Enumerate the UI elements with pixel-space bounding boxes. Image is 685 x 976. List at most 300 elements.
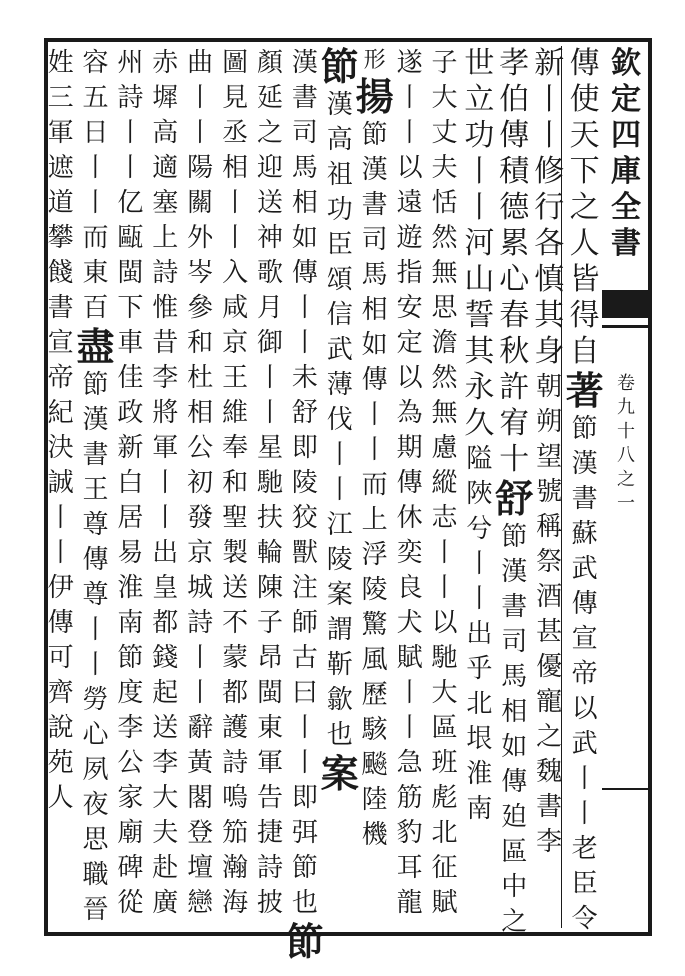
glyph: 志 (431, 503, 458, 533)
glyph: 決 (47, 433, 74, 463)
glyph: 優 (536, 652, 563, 682)
glyph: 傳 (47, 608, 74, 638)
glyph: 扶 (256, 503, 283, 533)
glyph: 京 (187, 538, 214, 568)
glyph: 如 (501, 732, 528, 762)
glyph: 丨 (256, 398, 283, 428)
glyph: 海 (222, 888, 249, 918)
glyph: 十 (499, 442, 530, 477)
glyph: 披 (256, 888, 283, 918)
glyph: 宣 (571, 624, 598, 654)
glyph: 歙 (326, 685, 353, 715)
glyph: 急 (396, 748, 423, 778)
glyph: 延 (256, 83, 283, 113)
glyph: 夫 (431, 153, 458, 183)
glyph: 如 (361, 330, 388, 360)
glyph: 其 (534, 298, 565, 333)
glyph: 陵 (326, 545, 353, 575)
glyph: 丨 (361, 400, 388, 430)
glyph: 全 (611, 190, 641, 225)
glyph: 傳 (569, 46, 600, 81)
glyph: 以 (396, 363, 423, 393)
glyph: 自 (569, 334, 600, 369)
glyph: 丨 (396, 678, 423, 708)
glyph: 丨 (222, 188, 249, 218)
glyph: 宣 (47, 328, 74, 358)
glyph: 戀 (187, 888, 214, 918)
glyph: 淮 (117, 573, 144, 603)
glyph: 河 (464, 226, 495, 261)
glyph: 見 (222, 83, 249, 113)
glyph: 州 (117, 48, 144, 78)
glyph: 即 (291, 783, 318, 813)
glyph: 東 (82, 258, 109, 288)
glyph: 飈 (361, 750, 388, 780)
glyph: 閩 (117, 258, 144, 288)
glyph: 遠 (396, 188, 423, 218)
glyph: 軍 (256, 748, 283, 778)
glyph: 發 (187, 503, 214, 533)
glyph: 大 (431, 83, 458, 113)
glyph: 杜 (187, 363, 214, 393)
glyph: 詩 (117, 83, 144, 113)
glyph: 車 (117, 328, 144, 358)
glyph: 餞 (47, 258, 74, 288)
glyph: 詩 (152, 258, 179, 288)
glyph: 甚 (536, 617, 563, 647)
glyph: 馳 (431, 643, 458, 673)
glyph: 司 (361, 225, 388, 255)
glyph: 漢 (501, 557, 528, 587)
glyph: 新 (534, 46, 565, 81)
glyph: 錢 (152, 643, 179, 673)
glyph: 度 (117, 678, 144, 708)
glyph: 丨 (464, 154, 495, 189)
glyph: 隘 (466, 444, 493, 474)
glyph: 軍 (152, 433, 179, 463)
glyph: 道 (47, 188, 74, 218)
glyph: 城 (187, 573, 214, 603)
glyph: 丨 (396, 118, 423, 148)
glyph: 舒 (495, 476, 534, 521)
glyph: 世 (464, 46, 495, 81)
glyph: 帝 (47, 363, 74, 393)
glyph: 白 (117, 468, 144, 498)
glyph: 節 (571, 414, 598, 444)
glyph: 風 (361, 645, 388, 675)
glyph: 適 (152, 153, 179, 183)
glyph: 九 (617, 397, 635, 418)
glyph: 相 (361, 295, 388, 325)
glyph: 東 (256, 713, 283, 743)
glyph: 李 (152, 363, 179, 393)
glyph: 古 (291, 643, 318, 673)
glyph: 漢 (291, 48, 318, 78)
glyph: 區 (431, 713, 458, 743)
glyph: 班 (431, 748, 458, 778)
glyph: 傳 (501, 767, 528, 797)
glyph: 不 (222, 608, 249, 638)
glyph: 誓 (464, 298, 495, 333)
glyph: 公 (187, 433, 214, 463)
glyph: 廣 (152, 888, 179, 918)
glyph: 武 (571, 554, 598, 584)
glyph: 漢 (361, 155, 388, 185)
glyph: 碑 (117, 853, 144, 883)
glyph: 馬 (501, 662, 528, 692)
glyph: 廟 (117, 818, 144, 848)
glyph: 丨 (291, 713, 318, 743)
glyph: 皆 (569, 262, 600, 297)
glyph: 丨 (82, 188, 109, 218)
glyph: 維 (222, 398, 249, 428)
glyph: 四 (611, 118, 641, 153)
glyph: 豹 (396, 818, 423, 848)
glyph: 思 (431, 293, 458, 323)
glyph: 欽 (611, 46, 641, 81)
glyph: 伯 (499, 82, 530, 117)
glyph: 李 (152, 748, 179, 778)
glyph: 姓 (47, 48, 74, 78)
glyph: 北 (431, 818, 458, 848)
glyph: 賦 (396, 643, 423, 673)
glyph: 定 (611, 82, 641, 117)
glyph: 立 (464, 82, 495, 117)
glyph: 行 (534, 190, 565, 225)
glyph: 酒 (536, 582, 563, 612)
glyph: 丨 (222, 223, 249, 253)
glyph: 歌 (256, 258, 283, 288)
glyph: 陜 (466, 479, 493, 509)
glyph: 百 (82, 293, 109, 323)
glyph: 居 (117, 503, 144, 533)
glyph: 人 (569, 226, 600, 261)
glyph: 岑 (187, 258, 214, 288)
glyph: 可 (47, 643, 74, 673)
glyph: 皇 (152, 573, 179, 603)
glyph: 關 (187, 188, 214, 218)
glyph: 伐 (326, 405, 353, 435)
glyph: 人 (47, 783, 74, 813)
glyph: 和 (187, 328, 214, 358)
glyph: 寵 (536, 687, 563, 717)
glyph: 望 (536, 442, 563, 472)
glyph: 思 (82, 825, 109, 855)
glyph: 丨 (291, 328, 318, 358)
glyph: 功 (464, 118, 495, 153)
glyph: 閣 (187, 783, 214, 813)
glyph: 遂 (396, 48, 423, 78)
glyph: 以 (431, 608, 458, 638)
glyph: 勞 (82, 685, 109, 715)
glyph: 輪 (256, 538, 283, 568)
glyph: 陵 (361, 575, 388, 605)
glyph: 筋 (396, 783, 423, 813)
glyph: 丨 (152, 468, 179, 498)
glyph: 丨 (82, 615, 109, 645)
glyph: 南 (466, 794, 493, 824)
glyph: 馳 (256, 468, 283, 498)
glyph: 令 (571, 904, 598, 934)
glyph: 即 (291, 433, 318, 463)
glyph: 遊 (396, 223, 423, 253)
glyph: 春 (499, 298, 530, 333)
glyph: 朝 (536, 372, 563, 402)
glyph: 捷 (256, 818, 283, 848)
glyph: 夙 (82, 755, 109, 785)
glyph: 參 (187, 293, 214, 323)
glyph: 丈 (431, 118, 458, 148)
glyph: 之 (536, 722, 563, 752)
glyph: 慮 (431, 433, 458, 463)
glyph: 墀 (152, 83, 179, 113)
glyph: 相 (222, 153, 249, 183)
glyph: 高 (326, 125, 353, 155)
glyph: 傳 (291, 258, 318, 288)
glyph: 節 (501, 522, 528, 552)
glyph: 犬 (396, 608, 423, 638)
glyph: 馬 (361, 260, 388, 290)
glyph: 書 (361, 190, 388, 220)
glyph: 無 (431, 398, 458, 428)
glyph: 各 (534, 226, 565, 261)
glyph: 書 (536, 792, 563, 822)
glyph: 三 (47, 83, 74, 113)
glyph: 書 (291, 83, 318, 113)
glyph: 顏 (256, 48, 283, 78)
glyph: 御 (256, 328, 283, 358)
glyph: 丨 (464, 190, 495, 225)
text-column (38, 46, 84, 928)
glyph: 案 (326, 580, 353, 610)
glyph: 稱 (536, 512, 563, 542)
glyph: 師 (291, 608, 318, 638)
glyph: 德 (499, 190, 530, 225)
glyph: 區 (501, 837, 528, 867)
glyph: 安 (396, 293, 423, 323)
glyph: 赤 (152, 48, 179, 78)
glyph: 歷 (361, 680, 388, 710)
glyph: 和 (222, 468, 249, 498)
glyph: 山 (464, 262, 495, 297)
glyph: 紀 (47, 398, 74, 428)
glyph: 相 (291, 188, 318, 218)
glyph: 傳 (82, 545, 109, 575)
glyph: 詩 (256, 853, 283, 883)
glyph: 王 (82, 475, 109, 505)
glyph: 書 (82, 440, 109, 470)
glyph: 齊 (47, 678, 74, 708)
glyph: 丨 (82, 153, 109, 183)
glyph: 家 (117, 783, 144, 813)
glyph: 許 (499, 370, 530, 405)
glyph: 黃 (187, 748, 214, 778)
glyph: 傳 (499, 118, 530, 153)
glyph: 澹 (431, 328, 458, 358)
glyph: 賦 (431, 888, 458, 918)
glyph: 揚 (355, 74, 394, 119)
glyph: 傳 (396, 468, 423, 498)
glyph: 傳 (571, 589, 598, 619)
glyph: 高 (152, 118, 179, 148)
glyph: 曲 (187, 48, 214, 78)
glyph: 送 (152, 713, 179, 743)
glyph: 下 (569, 154, 600, 189)
glyph: 丨 (431, 573, 458, 603)
glyph: 軍 (47, 118, 74, 148)
glyph: 良 (396, 573, 423, 603)
glyph: 政 (117, 398, 144, 428)
glyph: 案 (320, 751, 359, 796)
glyph: 神 (256, 223, 283, 253)
glyph: 大 (431, 678, 458, 708)
glyph: 馬 (291, 153, 318, 183)
glyph: 獸 (291, 538, 318, 568)
glyph: 盡 (76, 324, 115, 369)
glyph: 相 (501, 697, 528, 727)
glyph: 丨 (466, 584, 493, 614)
glyph: 塞 (152, 188, 179, 218)
glyph: 書 (611, 226, 641, 261)
glyph: 期 (396, 433, 423, 463)
glyph: 祭 (536, 547, 563, 577)
glyph: 詩 (187, 608, 214, 638)
glyph: 五 (82, 83, 109, 113)
glyph: 赴 (152, 853, 179, 883)
glyph: 丨 (291, 748, 318, 778)
glyph: 得 (569, 298, 600, 333)
glyph: 丨 (152, 503, 179, 533)
glyph: 陽 (187, 153, 214, 183)
glyph: 謂 (326, 615, 353, 645)
glyph: 丨 (187, 678, 214, 708)
glyph: 書 (47, 293, 74, 323)
glyph: 心 (499, 262, 530, 297)
glyph: 詩 (222, 748, 249, 778)
fish-tail-rule (602, 318, 650, 328)
glyph: 宥 (499, 406, 530, 441)
glyph: 然 (431, 223, 458, 253)
glyph: 武 (571, 729, 598, 759)
glyph: 之 (617, 469, 635, 490)
glyph: 將 (152, 398, 179, 428)
glyph: 淮 (466, 759, 493, 789)
glyph: 注 (291, 573, 318, 603)
glyph: 新 (117, 433, 144, 463)
glyph: 誠 (47, 468, 74, 498)
glyph: 丨 (82, 650, 109, 680)
glyph: 蒙 (222, 643, 249, 673)
glyph: 傳 (361, 365, 388, 395)
glyph: 丨 (117, 118, 144, 148)
glyph: 下 (117, 293, 144, 323)
glyph: 丨 (187, 83, 214, 113)
glyph: 以 (396, 153, 423, 183)
glyph: 製 (222, 538, 249, 568)
glyph: 慎 (534, 262, 565, 297)
glyph: 以 (571, 694, 598, 724)
glyph: 出 (152, 538, 179, 568)
glyph: 丨 (47, 503, 74, 533)
glyph: 舒 (291, 398, 318, 428)
glyph: 一 (617, 493, 635, 514)
glyph: 告 (256, 783, 283, 813)
glyph: 之 (569, 190, 600, 225)
glyph: 書 (501, 592, 528, 622)
glyph: 老 (571, 834, 598, 864)
glyph: 昂 (256, 643, 283, 673)
glyph: 蘇 (571, 519, 598, 549)
glyph: 指 (396, 258, 423, 288)
glyph: 李 (117, 713, 144, 743)
glyph: 丨 (187, 118, 214, 148)
glyph: 書 (571, 484, 598, 514)
glyph: 公 (117, 748, 144, 778)
glyph: 八 (617, 445, 635, 466)
juan-number (606, 372, 646, 516)
glyph: 奕 (396, 538, 423, 568)
glyph: 漢 (82, 405, 109, 435)
glyph: 起 (152, 678, 179, 708)
glyph: 頌 (326, 265, 353, 295)
glyph: 節 (117, 643, 144, 673)
glyph: 曰 (291, 678, 318, 708)
glyph: 使 (569, 82, 600, 117)
glyph: 容 (82, 48, 109, 78)
glyph: 京 (222, 328, 249, 358)
glyph: 尊 (82, 510, 109, 540)
glyph: 弭 (291, 818, 318, 848)
glyph: 也 (291, 888, 318, 918)
glyph: 日 (82, 118, 109, 148)
glyph: 卷 (617, 373, 635, 394)
glyph: 從 (117, 888, 144, 918)
glyph: 功 (326, 195, 353, 225)
glyph: 孝 (499, 46, 530, 81)
glyph: 之 (501, 907, 528, 937)
glyph: 丞 (222, 118, 249, 148)
glyph: 伊 (47, 573, 74, 603)
glyph: 久 (464, 406, 495, 441)
glyph: 縱 (431, 468, 458, 498)
margin-rule (602, 788, 650, 790)
glyph: 其 (464, 334, 495, 369)
glyph: 李 (536, 827, 563, 857)
glyph: 機 (361, 820, 388, 850)
glyph: 節 (291, 853, 318, 883)
glyph: 心 (82, 720, 109, 750)
glyph: 子 (431, 48, 458, 78)
glyph: 也 (326, 720, 353, 750)
glyph: 丨 (326, 475, 353, 505)
glyph: 甌 (117, 223, 144, 253)
glyph: 十 (617, 421, 635, 442)
glyph: 節 (82, 370, 109, 400)
text-run (41, 46, 81, 291)
glyph: 漢 (571, 449, 598, 479)
glyph: 說 (47, 713, 74, 743)
glyph: 壇 (187, 853, 214, 883)
glyph: 易 (117, 538, 144, 568)
glyph: 都 (152, 608, 179, 638)
glyph: 聖 (222, 503, 249, 533)
glyph: 天 (569, 118, 600, 153)
glyph: 丨 (187, 643, 214, 673)
glyph: 惟 (152, 293, 179, 323)
glyph: 靳 (326, 650, 353, 680)
glyph: 丨 (396, 83, 423, 113)
glyph: 薄 (326, 370, 353, 400)
